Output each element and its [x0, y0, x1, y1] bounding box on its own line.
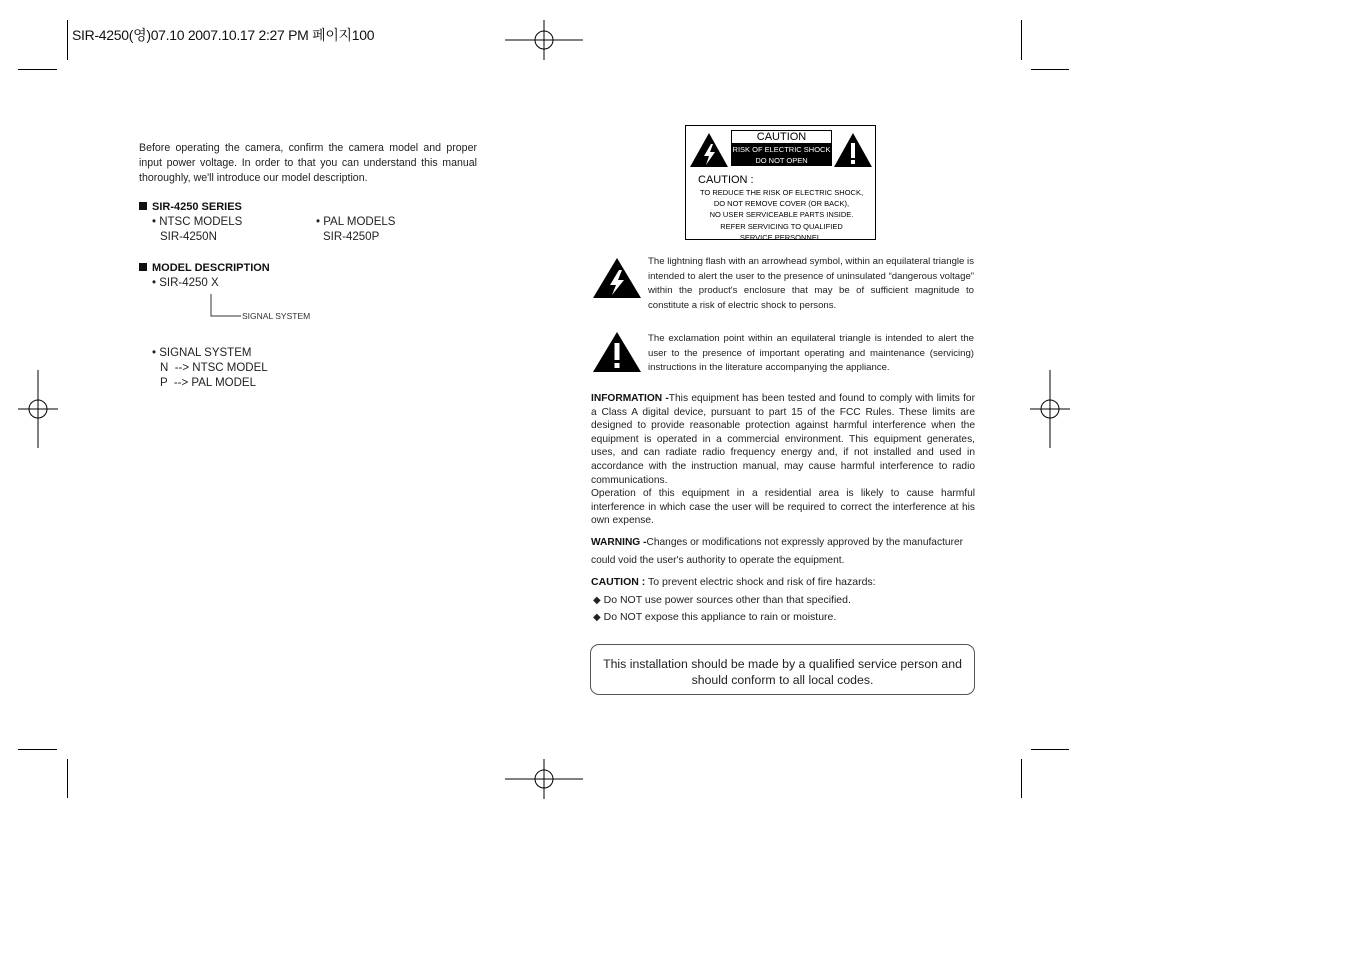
caution-label-body-line: REFER SERVICING TO QUALIFIED — [720, 221, 843, 231]
registration-mark-icon — [1030, 370, 1070, 448]
residential-operation-note: Operation of this equipment in a residential area is likely to cause harmful interference in which case the user will be required to correct the interference at his own expense. — [591, 488, 975, 527]
caution-label — [685, 125, 876, 240]
warning-text: Changes or modifications not expressly approved by the manufacturer — [646, 537, 964, 548]
series-heading — [139, 201, 242, 213]
caution-label-black-band — [731, 144, 832, 166]
caution-text: To prevent electric shock and risk of fire hazards: — [647, 576, 876, 588]
caution-label-caution: CAUTION : — [698, 174, 754, 186]
square-bullet-icon — [139, 202, 147, 210]
warning-label: WARNING - — [591, 537, 647, 548]
signal-system-title: • SIGNAL SYSTEM — [152, 347, 252, 359]
lightning-explanation: The lightning flash with an arrowhead symbol, within an equilateral triangle is intended to alert the user to the presence of uninsulated “dangerous voltage” within the product's enclosure that may be of sufficient magnitude to constitute a risk of electric shock to persons. — [648, 256, 974, 311]
caution-bullet — [593, 611, 836, 623]
caution-label-body-line: TO REDUCE THE RISK OF ELECTRIC SHOCK, — [699, 188, 864, 197]
caution-label-text: CAUTION : — [591, 576, 646, 588]
registration-mark-icon — [18, 370, 58, 448]
pal-model-number: SIR-4250P — [323, 231, 380, 243]
warning-line — [591, 536, 975, 550]
caution-label-line2: DO NOT OPEN — [755, 156, 808, 165]
registration-mark-icon — [505, 20, 583, 60]
crop-mark — [67, 759, 68, 798]
exclamation-explanation: The exclamation point within an equilateral triangle is intended to alert the user to the presence of important operating and maintenance (servicing) instructions in the literature accompanying the appliance. — [648, 333, 974, 373]
information-text: This equipment has been tested and found to comply with limits for a Class A digital device, pursuant to part 15 of the FCC Rules. These limits are designed to provide reasonable protection against harmful interference when the equipment is operated in a commercial environment. This equipment generates, uses, and can radiate radio frequency energy and, if not installed and used in accordance with the instruction manual, may cause harmful interference to radio communications. — [591, 393, 975, 486]
caution-label-head: CAUTION — [731, 130, 832, 144]
crop-mark — [1021, 20, 1022, 60]
print-slug: SIR-4250(영)07.10 2007.10.17 2:27 PM 페이지100 — [72, 27, 375, 43]
series-title: SIR-4250 SERIES — [152, 201, 242, 213]
diamond-bullet-icon: ◆ — [593, 595, 601, 606]
signal-p: P --> PAL MODEL — [160, 377, 256, 389]
caution-label-body-line: NO USER SERVICEABLE PARTS INSIDE. — [709, 210, 854, 220]
crop-mark — [1031, 749, 1069, 750]
exclamation-triangle-icon — [592, 331, 642, 373]
crop-mark — [1031, 69, 1069, 70]
caution-label-body — [690, 187, 873, 243]
crop-mark — [67, 20, 68, 60]
installation-notice: This installation should be made by a qualified service person and should conform to all local codes. — [590, 644, 975, 695]
ntsc-model-number: SIR-4250N — [160, 231, 217, 243]
warning-text-2: could void the user's authority to operate the equipment. — [591, 555, 845, 566]
caution-bullet-text: Do NOT expose this appliance to rain or moisture. — [603, 611, 837, 623]
signal-n: N --> NTSC MODEL — [160, 362, 268, 374]
exclamation-triangle-icon — [833, 132, 873, 168]
model-code: • SIR-4250 X — [152, 277, 219, 289]
crop-mark — [1021, 759, 1022, 798]
crop-mark — [18, 749, 57, 750]
ntsc-models-label: • NTSC MODELS — [152, 216, 243, 228]
caution-label-body-line: SERVICE PERSONNEL. — [739, 232, 824, 242]
crop-mark — [18, 69, 57, 70]
signal-system-callout: SIGNAL SYSTEM — [242, 311, 311, 321]
intro-paragraph: Before operating the camera, confirm the camera model and proper input power voltage. In order to that you can understand this manual thoroughly, we'll introduce our model description. — [139, 142, 477, 184]
registration-mark-icon — [505, 759, 583, 799]
caution-label-line1: RISK OF ELECTRIC SHOCK — [732, 145, 831, 154]
square-bullet-icon — [139, 263, 147, 271]
information-label: INFORMATION - — [591, 393, 669, 404]
fcc-information — [591, 392, 975, 487]
diamond-bullet-icon: ◆ — [593, 612, 601, 623]
caution-line — [591, 576, 975, 590]
caution-bullet-text: Do NOT use power sources other than that specified. — [603, 594, 851, 606]
model-description-title: MODEL DESCRIPTION — [152, 262, 270, 274]
lightning-triangle-icon — [592, 257, 642, 299]
callout-line-icon — [205, 292, 245, 322]
lightning-triangle-icon — [689, 132, 729, 168]
pal-models-label: • PAL MODELS — [316, 216, 396, 228]
model-description-heading — [139, 262, 270, 274]
caution-label-body-line: DO NOT REMOVE COVER (OR BACK), — [713, 199, 850, 209]
caution-bullet — [593, 594, 851, 606]
